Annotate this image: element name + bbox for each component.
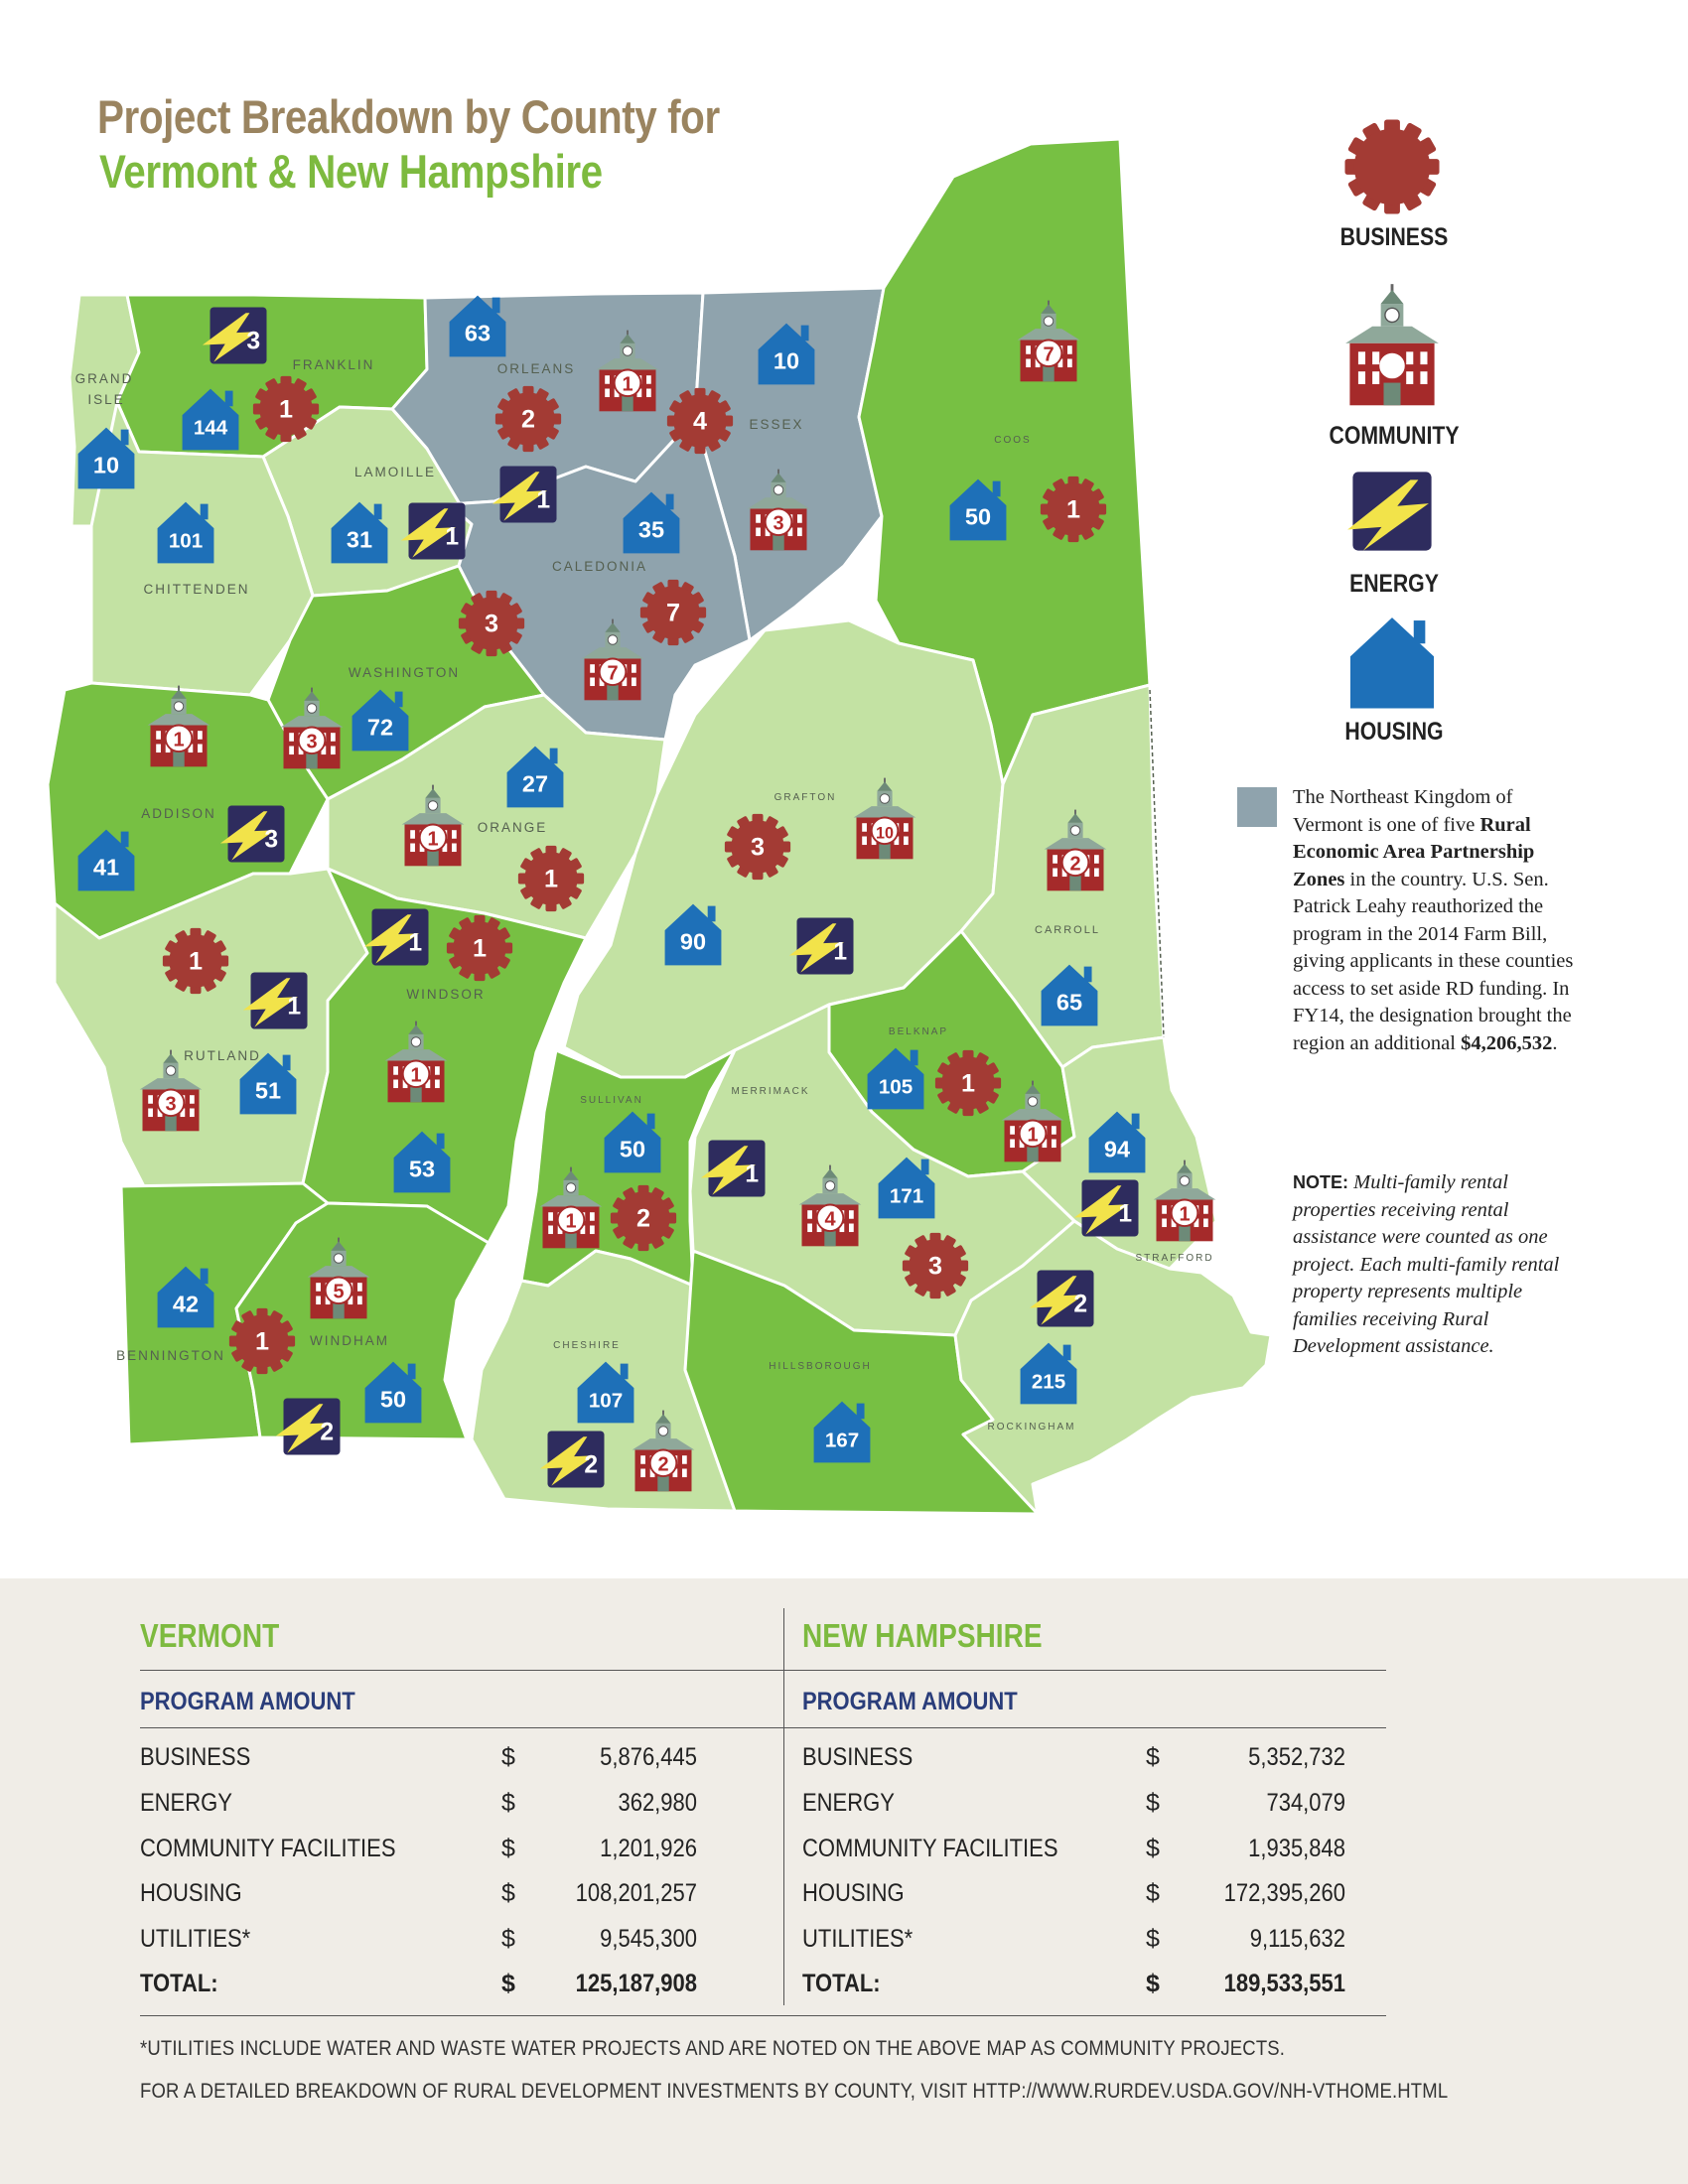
- housing-count: 10: [92, 452, 120, 478]
- energy-count: 2: [584, 1451, 599, 1479]
- county-label-caledonia: CALEDONIA: [551, 559, 648, 574]
- county-label-essex: ESSEX: [749, 417, 804, 432]
- website-footnote: FOR A DETAILED BREAKDOWN OF RURAL DEVELOPMENT INVESTMENTS BY COUNTY, VISIT HTTP://WWW.RURDEV.USDA.GOV/NH-VTHOME.HTML: [140, 2080, 1449, 2103]
- community-count: 10: [876, 824, 894, 843]
- nh-total-value: 189,533,551: [1223, 1970, 1345, 1997]
- vt-row-value: 5,876,445: [600, 1743, 697, 1771]
- business-count: 1: [1065, 495, 1081, 524]
- housing-count: 105: [878, 1075, 914, 1099]
- county-label-carroll: CARROLL: [1035, 924, 1100, 936]
- housing-count: 31: [346, 526, 373, 553]
- legend-label-housing: HOUSING: [1344, 718, 1444, 746]
- business-count: 1: [254, 1327, 270, 1356]
- county-label-belknap: BELKNAP: [888, 1026, 949, 1037]
- business-count: 1: [543, 865, 559, 893]
- housing-count: 42: [172, 1291, 200, 1317]
- lightning-bolt-icon: [789, 918, 854, 975]
- header-rule: [140, 1727, 1386, 1728]
- county-label-merrimack: MERRIMACK: [731, 1086, 810, 1097]
- vermont-header: PROGRAM AMOUNT: [140, 1688, 355, 1715]
- nh-title: NEW HAMPSHIRE: [802, 1617, 1043, 1654]
- lightning-bolt-icon: [701, 1141, 766, 1197]
- nek-text-3: .: [1552, 1031, 1558, 1054]
- community-count: 3: [165, 1093, 177, 1116]
- nh-header: PROGRAM AMOUNT: [802, 1688, 1018, 1715]
- housing-count: 27: [521, 770, 549, 797]
- housing-count: 41: [92, 854, 120, 881]
- nek-description: [1293, 784, 1581, 1057]
- nek-text-bold-2: $4,206,532: [1461, 1031, 1553, 1054]
- business-count: 3: [484, 610, 499, 638]
- vt-total-label: TOTAL:: [140, 1970, 218, 1997]
- nh-row-currency: $: [1146, 1879, 1160, 1907]
- county-label-sullivan: SULLIVAN: [580, 1095, 643, 1106]
- nh-row-currency: $: [1146, 1743, 1160, 1771]
- lightning-bolt-icon: [220, 806, 285, 863]
- vt-row-label: ENERGY: [140, 1789, 232, 1817]
- housing-count: 35: [637, 516, 665, 543]
- lightning-bolt-icon: [243, 973, 308, 1029]
- community-count: 1: [427, 828, 439, 851]
- energy-count: 1: [287, 993, 302, 1021]
- county-label-chittenden: CHITTENDEN: [143, 582, 250, 597]
- vt-row-value: 1,201,926: [600, 1835, 697, 1862]
- county-label-windsor: WINDSOR: [406, 987, 486, 1002]
- gear-icon: [1344, 119, 1439, 213]
- vt-row-label: UTILITIES*: [140, 1925, 251, 1953]
- nh-row-label: ENERGY: [802, 1789, 895, 1817]
- community-count: 1: [1179, 1203, 1191, 1226]
- energy-count: 1: [536, 486, 551, 514]
- community-count: 4: [824, 1208, 836, 1231]
- vt-row-value: 108,201,257: [575, 1879, 697, 1907]
- lightning-bolt-icon: [203, 308, 267, 364]
- lightning-bolt-icon: [276, 1399, 341, 1455]
- business-count: 7: [665, 599, 681, 627]
- vt-row-currency: $: [501, 1789, 515, 1817]
- community-count: 3: [306, 731, 318, 753]
- community-count: 1: [622, 373, 633, 396]
- county-label-rutland: RUTLAND: [184, 1048, 261, 1063]
- vt-total-value: 125,187,908: [575, 1970, 697, 1997]
- housing-count: 50: [964, 503, 992, 530]
- community-count: 2: [1069, 853, 1081, 876]
- county-label-bennington: BENNINGTON: [116, 1348, 225, 1363]
- business-count: 2: [635, 1204, 651, 1233]
- nek-legend-swatch: [1237, 787, 1277, 827]
- county-label-lamoille: LAMOILLE: [353, 465, 437, 479]
- community-count: 1: [565, 1210, 577, 1233]
- county-label-strafford: STRAFFORD: [1135, 1253, 1214, 1264]
- nh-row-value: 172,395,260: [1223, 1879, 1345, 1907]
- housing-count: 65: [1055, 989, 1083, 1016]
- nh-row-currency: $: [1146, 1835, 1160, 1862]
- energy-count: 1: [445, 523, 460, 551]
- housing-count: 90: [679, 928, 707, 955]
- business-count: 1: [188, 947, 204, 976]
- housing-count: 215: [1031, 1370, 1066, 1394]
- title-rule: [140, 1670, 1386, 1671]
- vt-row-currency: $: [501, 1835, 515, 1862]
- community-count: 5: [333, 1281, 345, 1303]
- energy-count: 1: [408, 929, 423, 957]
- vt-row-label: BUSINESS: [140, 1743, 251, 1771]
- county-label-grand-isle-1: GRAND: [74, 371, 134, 386]
- county-label-orange: ORANGE: [477, 820, 548, 835]
- column-divider: [783, 1608, 784, 2005]
- housing-count: 50: [379, 1386, 407, 1413]
- county-label-orleans: ORLEANS: [496, 361, 576, 376]
- housing-count: 167: [824, 1429, 860, 1452]
- legend-label-energy: ENERGY: [1349, 570, 1439, 598]
- business-count: 1: [278, 395, 294, 424]
- lightning-bolt-icon: [1074, 1180, 1139, 1237]
- nh-row-value: 1,935,848: [1248, 1835, 1345, 1862]
- vt-row-label: HOUSING: [140, 1879, 242, 1907]
- business-count: 3: [750, 833, 766, 862]
- vt-row-currency: $: [501, 1925, 515, 1953]
- legend-icons: [1344, 119, 1439, 708]
- nh-row-label: BUSINESS: [802, 1743, 914, 1771]
- county-label-grafton: GRAFTON: [774, 792, 837, 803]
- vt-row-value: 362,980: [618, 1789, 697, 1817]
- community-count: 7: [1043, 343, 1055, 366]
- housing-count: 10: [773, 347, 800, 374]
- vt-row-value: 9,545,300: [600, 1925, 697, 1953]
- business-count: 1: [472, 934, 488, 963]
- nh-row-currency: $: [1146, 1925, 1160, 1953]
- note-body: Multi-family rental properties receiving rental assistance were counted as one project. Each multi-family rental property represents multiple families receiving Rural Development assistance.: [1293, 1171, 1560, 1357]
- lightning-bolt-icon: [540, 1432, 605, 1488]
- lightning-bolt-icon: [364, 909, 429, 966]
- housing-count: 101: [168, 529, 204, 553]
- energy-count: 1: [745, 1160, 760, 1188]
- county-label-grand-isle-2: ISLE: [87, 392, 125, 407]
- lightning-bolt-icon: [492, 467, 557, 523]
- nh-total-currency: $: [1146, 1970, 1160, 1997]
- housing-count: 72: [366, 714, 394, 741]
- nh-row-value: 734,079: [1266, 1789, 1345, 1817]
- nh-row-value: 5,352,732: [1248, 1743, 1345, 1771]
- nek-text-bold-1: Rural Economic Area Partnership Zones: [1293, 813, 1535, 890]
- energy-count: 1: [1118, 1200, 1133, 1228]
- nek-text-1: The Northeast Kingdom of Vermont is one of five: [1293, 786, 1513, 836]
- bottom-rule: [140, 2015, 1386, 2016]
- nek-text-2: in the country. U.S. Sen. Patrick Leahy reauthorized the program in the 2014 Farm Bill, giving applicants in these counties access to set aside RD funding. In FY14, the designation brought the region an additional: [1293, 868, 1574, 1054]
- county-label-addison: ADDISON: [141, 806, 216, 821]
- note-label: NOTE:: [1293, 1172, 1348, 1192]
- lightning-bolt-icon: [401, 503, 466, 560]
- county-label-coos: COOS: [994, 435, 1032, 446]
- nh-row-label: UTILITIES*: [802, 1925, 914, 1953]
- community-count: 1: [1027, 1124, 1039, 1147]
- county-label-franklin: FRANKLIN: [292, 357, 375, 372]
- legend-label-business: BUSINESS: [1339, 223, 1449, 251]
- community-count: 2: [657, 1453, 669, 1476]
- town-hall-icon: [1345, 284, 1439, 405]
- page-title-line2: Vermont & New Hampshire: [99, 145, 603, 198]
- county-label-rockingham: ROCKINGHAM: [987, 1422, 1076, 1433]
- nh-row-currency: $: [1146, 1789, 1160, 1817]
- business-count: 3: [927, 1252, 943, 1281]
- community-count: 3: [773, 512, 784, 535]
- energy-count: 3: [264, 826, 279, 854]
- county-label-cheshire: CHESHIRE: [553, 1340, 621, 1351]
- energy-count: 3: [246, 328, 261, 355]
- county-label-windham: WINDHAM: [310, 1333, 389, 1348]
- housing-count: 50: [619, 1136, 646, 1162]
- business-count: 4: [692, 407, 708, 436]
- housing-count: 63: [464, 320, 492, 346]
- housing-count: 51: [254, 1077, 282, 1104]
- nh-row-label: HOUSING: [802, 1879, 905, 1907]
- business-count: 1: [960, 1069, 976, 1098]
- nh-row-value: 9,115,632: [1249, 1925, 1345, 1953]
- business-count: 2: [520, 405, 536, 434]
- community-count: 1: [173, 729, 185, 751]
- nh-row-label: COMMUNITY FACILITIES: [802, 1835, 1058, 1862]
- energy-count: 2: [320, 1419, 335, 1446]
- funding-summary-panel: [0, 1578, 1688, 2184]
- vt-total-currency: $: [501, 1970, 515, 1997]
- energy-count: 1: [833, 938, 848, 966]
- housing-count: 144: [193, 416, 228, 440]
- county-label-hillsborough: HILLSBOROUGH: [769, 1361, 872, 1372]
- house-icon: [1350, 617, 1434, 708]
- legend-label-community: COMMUNITY: [1329, 422, 1460, 450]
- vt-row-currency: $: [501, 1743, 515, 1771]
- utilities-footnote: *UTILITIES INCLUDE WATER AND WASTE WATER PROJECTS AND ARE NOTED ON THE ABOVE MAP AS COMMUNITY PROJECTS.: [140, 2037, 1286, 2060]
- page-title-line1: Project Breakdown by County for: [97, 90, 720, 143]
- lightning-bolt-icon: [1347, 472, 1431, 550]
- vermont-title: VERMONT: [140, 1617, 280, 1654]
- housing-count: 107: [588, 1389, 624, 1413]
- community-count: 7: [607, 662, 619, 685]
- nh-total-label: TOTAL:: [802, 1970, 881, 1997]
- vt-row-currency: $: [501, 1879, 515, 1907]
- vt-row-label: COMMUNITY FACILITIES: [140, 1835, 396, 1862]
- lightning-bolt-icon: [1030, 1271, 1094, 1327]
- housing-count: 53: [408, 1156, 436, 1182]
- multifamily-note: [1293, 1169, 1581, 1361]
- energy-count: 2: [1073, 1291, 1088, 1318]
- county-label-washington: WASHINGTON: [348, 665, 461, 680]
- housing-count: 94: [1103, 1136, 1131, 1162]
- housing-count: 171: [889, 1184, 924, 1208]
- community-count: 1: [410, 1064, 422, 1087]
